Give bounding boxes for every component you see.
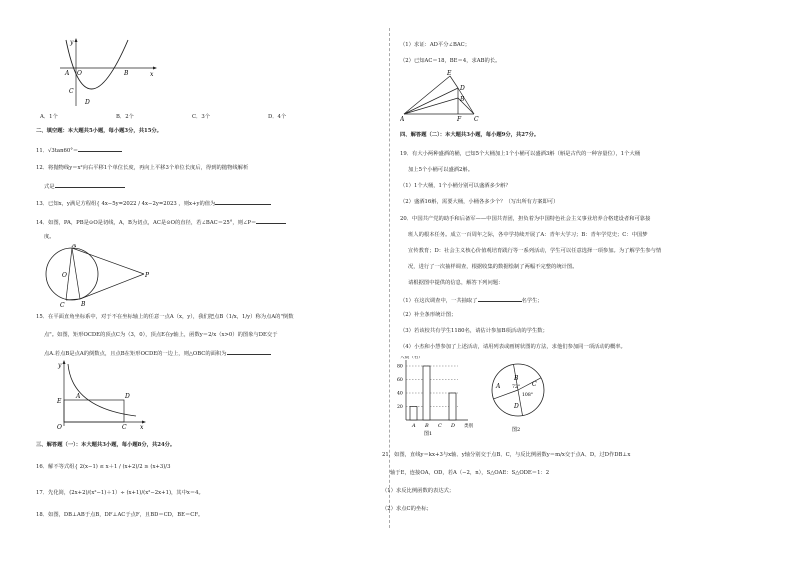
question-15-cont-2: 点A.若点B是点A的倒数点，且点B在矩形OCDE的一边上，则△OBC的面积为 [44,349,271,358]
label-D: D [125,393,130,400]
question-20-cont-3: 况，进行了一次抽样调查，根据收集的数据绘制了两幅不完整的统计图。 [408,264,578,270]
label-C: C [60,302,65,308]
question-21: 21．如图，直线y＝kx+3与x轴、y轴分别交于点B、C，与反比例函数y＝m/x交于点A、D，过D作DB⊥x [382,452,631,458]
section-3-title: 三、解答题（一）：本大题共3小题，每小题8分，共24分。 [36,442,176,448]
option-b: B．2个 [116,114,134,120]
answer-blank [78,146,122,152]
pie-chart-figure-2 [486,358,556,434]
label-A: A [65,70,70,77]
pie-label-C: C [532,381,537,388]
answer-blank [55,182,125,188]
question-18-part-2: （2）已知AC＝18，BE＝4，求AB的长。 [400,58,501,64]
y-tick-label: 80 [397,364,403,370]
bar-D [449,393,456,420]
label-P: P [145,272,150,279]
pie-angle-108: 108° [522,393,534,398]
label-x: x [140,424,144,430]
question-20: 20．中国共产党的助手和后备军——中国共青团，担负着为中国特色社会主义事业培养合格建设者和可靠接 [400,216,651,222]
label-y: y [70,39,74,46]
question-18: 18．如图，DB⊥AB于点B，DF⊥AC于点F，且BD＝CD，BE＝CF。 [36,512,204,518]
y-tick-label: 20 [397,405,403,411]
pie-angle-72: 72° [512,385,521,390]
question-14: 14．如图，PA，PB是⊙O是切线，A，B为切点，AC是⊙O的直径，若∠BAC＝25°，则∠P＝ [36,218,286,227]
y-axis-label: 人数（名） [400,356,423,360]
x-tick-label: C [438,423,442,429]
x-tick-label: A [412,423,416,429]
pie-slice-edge [518,378,541,390]
answer-blank [215,199,271,205]
question-12: 12．将抛物线y＝x²向右平移1个单位长度，再向上平移3个单位长度后，得到的抛物线解析 [36,165,249,171]
label-A: A [72,244,77,249]
left-column [36,0,376,562]
x-tick-label: B [425,423,429,429]
answer-blank [256,218,286,224]
section-4-title: 四、解答题（二）：本大题共3小题，每小题9分，共27分。 [400,132,540,138]
label-D: D [460,85,465,92]
figure-rectangle-hyperbola [46,360,146,430]
figure-parabola [58,38,158,108]
label-O: O [62,272,67,279]
label-B: B [460,96,465,103]
question-15: 15．在平面直角坐标系中，对于不在坐标轴上的任意一点A（x，y），我们把点B（1/x，1/y）称为点A的"倒数 [36,314,294,320]
label-y: y [58,362,62,369]
question-12-cont: 式是 [44,182,125,191]
label-B: B [124,70,129,77]
label-x: x [150,71,154,78]
question-16: 16．解不等式组{ 2(x−1) ≤ x＋1 / (x+2)/2 ≥ (x+3)/3 [36,464,171,470]
label-A: A [76,393,81,400]
option-d: D．4个 [268,114,287,120]
label-A: A [400,116,405,122]
pie-label-B: B [514,375,519,382]
label-E: E [447,70,452,77]
question-20-part-3: （3）若该校共有学生1180名，请估计参加B项活动的学生数； [400,328,548,334]
label-B: B [81,301,86,308]
question-21-part-1: （1）求反比例函数的表达式； [382,488,455,494]
question-17: 17．先化简，(2x+2)/(x²−1)＋1）÷ (x+1)/(x²−2x+1)，其中x＝4。 [36,490,204,496]
right-column [382,0,770,562]
question-20-part-4: （4）小杰和小慧参加了上述活动，请用列表或画树状图的方法，求他们参加同一项活动的概率。 [400,344,626,350]
figure-circle-tangents [42,244,152,308]
question-20-part-2: （2）补全条形统计图； [400,312,457,318]
pie-label-A: A [496,383,501,390]
question-14-cont: 度。 [44,234,55,240]
question-20-cont-2: 宣传教育；D：社会主义核心价值观培育践行等一系列活动，学生可以任意选择一项参加。为了解学生参与情 [408,248,662,254]
question-19-part-2: （2）盛酒16斛，需要大桶，小桶各多少个？（写出所有方案即可） [400,199,559,205]
option-a: A．1个 [40,114,58,120]
label-O: O [57,424,62,430]
question-11: 11．√3tan60°＝ [36,146,122,155]
question-20-prompt: 请根据图中提供的信息，解答下列问题： [408,280,504,286]
question-13: 13．已知x，y满足方程组{ 4x−5y=2022 / 4x−2y=2023 ，则x+y的值为 [36,199,271,208]
question-19: 19．有大小两种盛酒的桶，已知5个大桶加上1个小桶可以盛酒3斛（斛是古代的一种容量位），1个大桶 [400,151,641,157]
answer-blank [227,349,271,355]
y-tick-label: 40 [397,391,403,397]
label-O: O [77,70,82,77]
label-C: C [69,88,74,95]
question-21-part-2: （2）求点C的坐标； [382,506,432,512]
figure-2-caption: 图2 [512,427,521,433]
bar-A [410,407,417,421]
section-2-title: 二、填空题：本大题共5小题，每小题3分，共15分。 [36,128,162,134]
x-tick-label: D [451,423,456,429]
label-C: C [474,116,479,122]
pie-label-D: D [514,403,519,410]
answer-blank [478,296,522,302]
y-tick-label: 60 [397,378,403,384]
label-F: F [457,116,462,122]
question-21-cont: 轴于E，连接OA，OD，若A（−2，n），S△OAE：S△ODE＝1：2 [390,470,550,476]
figure-triangle [400,70,480,122]
x-axis-label: 类别 [464,424,474,429]
bar-B [423,366,430,420]
label-C: C [122,424,127,430]
option-c: C．3个 [192,114,211,120]
question-20-cont-1: 班人的根本任务。成立一百周年之际，各中学持续开展了A：青年大学习；B：青年学党史；C：中国梦 [408,232,648,238]
question-18-part-1: （1）求证：AD平分∠BAC； [400,42,471,48]
question-19-cont: 加上5个小桶可以盛酒2斛。 [408,167,474,173]
label-E: E [57,398,62,405]
pie-slice-edge [494,390,518,399]
label-D: D [85,99,90,106]
figure-1-caption: 图1 [424,431,433,436]
question-20-part-1: （1）在这次调查中，一共抽取了 名学生； [400,298,543,304]
question-19-part-1: （1）1个大桶，1个小桶分别可以盛酒多少斛？ [400,183,511,189]
bar-chart-figure-1 [384,356,484,436]
question-15-cont-1: 点"。如图，矩形OCDE的顶点C为（3，0），顶点E在y轴上，函数y＝2/x（x>0）的图象与DE交于 [44,332,278,338]
